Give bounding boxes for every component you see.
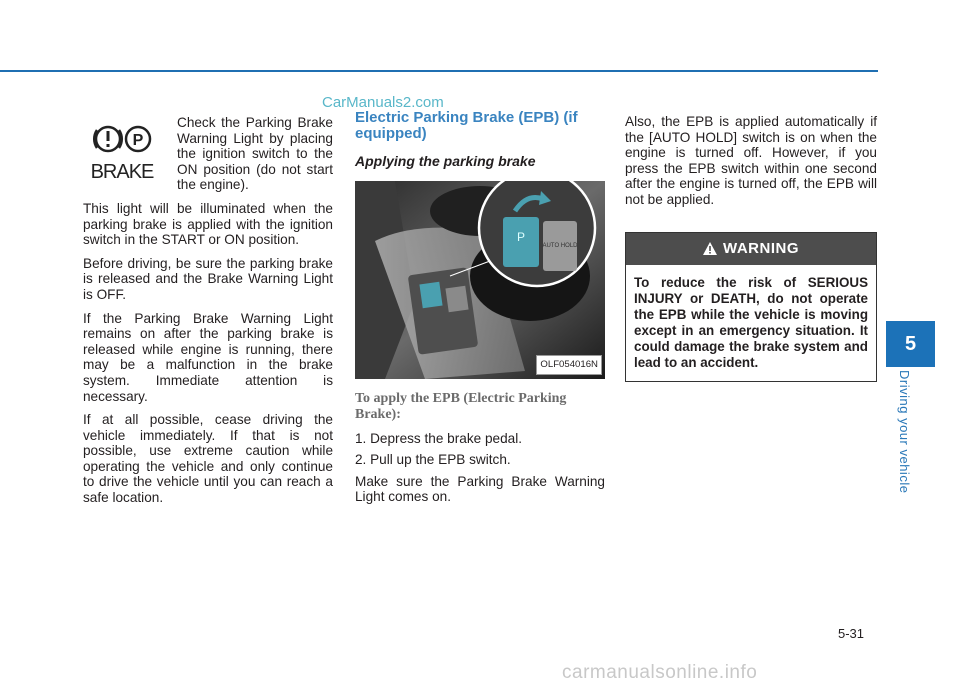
header-rule — [0, 70, 878, 72]
warning-triangle-icon — [703, 242, 717, 255]
photo-button-label: AUTO HOLD — [542, 242, 578, 249]
paragraph: If at all possible, cease driving the vehicle immediately. If that is not possible, use extreme caution while operating the vehicle and only continue to drive the vehicle until you can reach a safe location. — [83, 412, 333, 506]
svg-text:BRAKE: BRAKE — [90, 161, 154, 183]
warning-header — [626, 233, 876, 265]
svg-text:P: P — [132, 132, 144, 149]
paragraph: Also, the EPB is applied automatically if the [AUTO HOLD] switch is on when the engine is turned off. However, if you press the EPB switch within one second after the engine is turned off, the EPB will not be applied. — [625, 114, 877, 207]
step-1: 1. Depress the brake pedal. — [355, 430, 523, 446]
watermark-bottom: carmanualsonline.info — [562, 662, 758, 683]
paragraph: Before driving, be sure the parking brake is released and the Brake Warning Light is OFF. — [83, 255, 333, 302]
step-2: 2. Pull up the EPB switch. — [355, 452, 511, 468]
paragraph: This light will be illuminated when the parking brake is applied with the ignition switch in the START or ON position. — [83, 200, 333, 248]
column-3 — [625, 114, 877, 382]
intro-text: Check the Parking Brake Warning Light by placing the ignition switch to the ON position (do not start the engine). — [177, 115, 333, 193]
photo-code: OLF054016N — [536, 355, 602, 375]
subsection-title: Applying the parking brake — [355, 153, 536, 169]
watermark-top: CarManuals2.com — [322, 94, 444, 111]
paragraph: If the Parking Brake Warning Light remains on after the parking brake is released while engine is running, there may be a malfunction in the brake system. Immediate attention is necessary. — [83, 310, 333, 404]
page-number: 5-31 — [838, 626, 865, 641]
apply-heading: To apply the EPB (Electric Parking Brake): — [355, 390, 567, 422]
note: Make sure the Parking Brake Warning Light comes on. — [355, 473, 605, 505]
section-title: Electric Parking Brake (EPB) (if equipped) — [355, 109, 578, 142]
warning-box — [625, 232, 877, 382]
intro-block — [177, 115, 333, 193]
svg-text:P: P — [516, 229, 526, 244]
warning-text: To reduce the risk of SERIOUS INJURY or DEATH, do not operate the EPB while the vehicle is moving except in an emergency situation. It could damage the brake system and lead to an accident. — [634, 274, 868, 370]
chapter-number-tab: 5 — [886, 321, 935, 367]
chapter-title: Driving your vehicle — [897, 370, 912, 494]
epb-switch-photo — [355, 181, 605, 379]
warning-title: WARNING — [723, 239, 799, 257]
brake-warning-icon — [84, 117, 160, 191]
column-2 — [355, 110, 605, 513]
